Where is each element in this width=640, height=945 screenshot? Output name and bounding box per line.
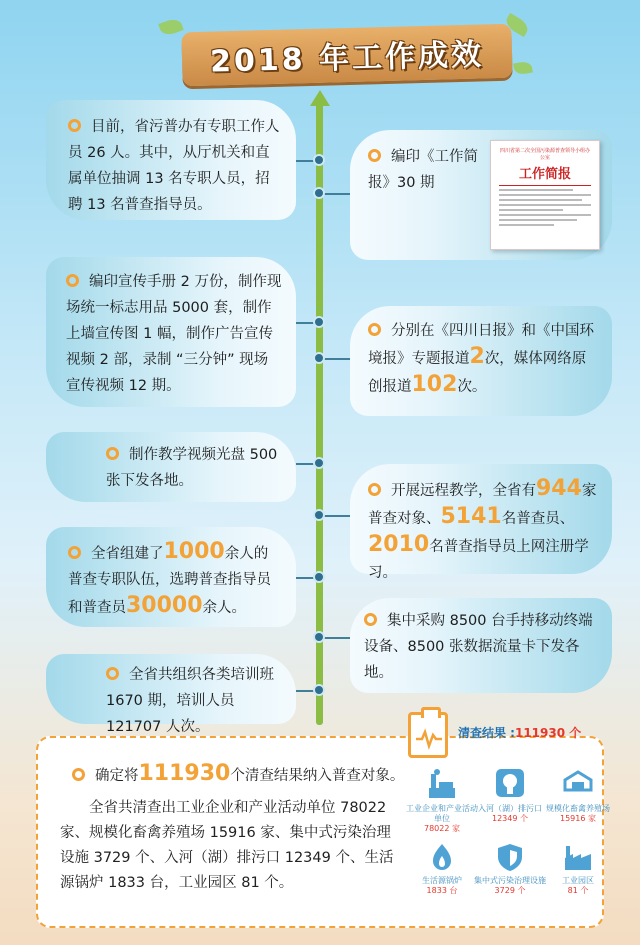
page-title: 2018 年工作成效 — [209, 37, 485, 80]
card-text: 全省组建了 — [91, 546, 164, 562]
stat-boilers — [406, 842, 478, 896]
newsletter-header: 四川省第二次全国污染源普查领导小组办公室 — [499, 148, 590, 161]
newsletter-title: 工作简报 — [518, 167, 571, 182]
stat-treatment-facilities — [474, 842, 546, 896]
shield-icon — [495, 842, 525, 872]
timeline-node — [313, 509, 325, 521]
bullet-icon — [364, 613, 377, 626]
card-team — [46, 527, 296, 627]
decorative-leaf — [513, 61, 533, 76]
card-text: 编印宣传手册 2 万份，制作现场统一标志用品 5000 套，制作上墙宣传图 1 幅，制作广告宣传视频 2 部，录制 “三分钟” 现场宣传视频 12 期。 — [66, 274, 282, 394]
timeline-node — [313, 154, 325, 166]
stat-label: 工业企业和产业活动单位 — [406, 804, 478, 823]
timeline-node — [313, 684, 325, 696]
card-media-reports — [350, 306, 612, 416]
highlight-number: 111930 — [138, 761, 231, 786]
confirm-text: 个清查结果纳入普查对象。 — [230, 768, 405, 784]
card-staffing — [46, 100, 296, 220]
bullet-icon — [368, 149, 381, 162]
stat-industrial-parks — [542, 842, 614, 896]
result-label — [458, 724, 581, 741]
bullet-icon — [106, 667, 119, 680]
result-summary: 全省共清查出工业企业和产业活动单位 78022 家、规模化畜禽养殖场 15916 家、集中式污染治理设施 3729 个、入河（湖）排污口 12349 个、生活源锅炉 1833 台，工业园区 81 个。 — [60, 800, 394, 891]
stat-label: 入河（湖）排污口 — [478, 804, 542, 813]
bullet-icon — [368, 323, 381, 336]
card-text: 次，媒体网络原创报道 — [368, 351, 587, 395]
card-training — [46, 654, 296, 735]
stat-value: 3729 个 — [494, 886, 526, 895]
highlight-number: 2 — [469, 344, 485, 369]
stat-label: 生活源锅炉 — [422, 876, 462, 885]
bullet-icon — [66, 274, 79, 287]
card-text: 名普查员、 — [501, 511, 575, 527]
card-text: 编印《工作简报》30 期 — [368, 149, 478, 191]
stat-value: 1833 台 — [426, 886, 458, 895]
highlight-number: 2010 — [368, 532, 430, 557]
stat-farms — [542, 768, 614, 824]
bullet-icon — [68, 119, 81, 132]
result-label-text: 清查结果 : — [458, 726, 515, 740]
stat-industrial-units — [406, 768, 478, 834]
stat-label: 集中式污染治理设施 — [474, 876, 546, 885]
highlight-number: 1000 — [163, 539, 225, 564]
card-remote-teaching — [350, 464, 612, 581]
decorative-leaf — [158, 17, 183, 38]
highlight-number: 30000 — [126, 593, 203, 618]
card-text: 余人的普查专职队伍，选聘普查指导员和普查员 — [68, 546, 271, 616]
card-publicity — [46, 257, 296, 407]
stat-value: 15916 家 — [560, 814, 596, 823]
card-text: 目前，省污普办有专职工作人员 26 人。其中，从厅机关和直属单位抽调 13 名专职人员，招聘 13 名普查指导员。 — [68, 119, 280, 213]
card-text: 次。 — [457, 379, 487, 395]
timeline-node — [313, 316, 325, 328]
timeline-node — [313, 571, 325, 583]
card-text: 家普查对象、 — [368, 483, 597, 527]
card-text: 全省共组织各类培训班 1670 期，培训人员 121707 人次。 — [106, 667, 274, 735]
card-text: 集中采购 8500 台手持移动终端设备、8500 张数据流量卡下发各地。 — [364, 613, 593, 681]
flame-icon — [427, 842, 457, 872]
card-text: 名普查指导员上网注册学习。 — [368, 539, 589, 581]
card-text: 开展远程教学，全省有 — [391, 483, 536, 499]
bullet-icon — [368, 483, 381, 496]
factory-icon — [427, 768, 457, 800]
result-confirm — [72, 760, 404, 790]
bullet-icon — [106, 447, 119, 460]
timeline-node — [313, 457, 325, 469]
farm-icon — [563, 768, 593, 800]
divider — [499, 185, 591, 186]
highlight-number: 5141 — [440, 504, 502, 529]
stat-label: 工业园区 — [562, 876, 594, 885]
newsletter-thumbnail — [490, 140, 600, 250]
bullet-icon — [72, 768, 85, 781]
card-text: 制作教学视频光盘 500 张下发各地。 — [106, 447, 278, 489]
highlight-number: 944 — [536, 476, 582, 501]
stat-value: 12349 个 — [492, 814, 528, 823]
stat-label: 规模化畜禽养殖场 — [546, 804, 610, 813]
card-text: 余人。 — [202, 600, 247, 616]
timeline-node — [313, 352, 325, 364]
outlet-icon — [495, 768, 525, 800]
title-banner — [181, 24, 512, 87]
confirm-text: 确定将 — [95, 768, 139, 784]
highlight-number: 102 — [411, 372, 458, 397]
timeline-node — [313, 187, 325, 199]
card-text: 分别在《四川日报》和《中国环境报》专题报道 — [368, 323, 594, 367]
stat-value: 78022 家 — [424, 824, 460, 833]
card-video-discs — [46, 432, 296, 502]
stat-value: 81 个 — [567, 886, 589, 895]
clipboard-icon — [408, 712, 448, 758]
industrial-park-icon — [563, 842, 593, 872]
bullet-icon — [68, 546, 81, 559]
result-value: 111930 个 — [514, 726, 582, 740]
card-procurement — [350, 598, 612, 693]
timeline-node — [313, 631, 325, 643]
stat-outlets — [474, 768, 546, 824]
